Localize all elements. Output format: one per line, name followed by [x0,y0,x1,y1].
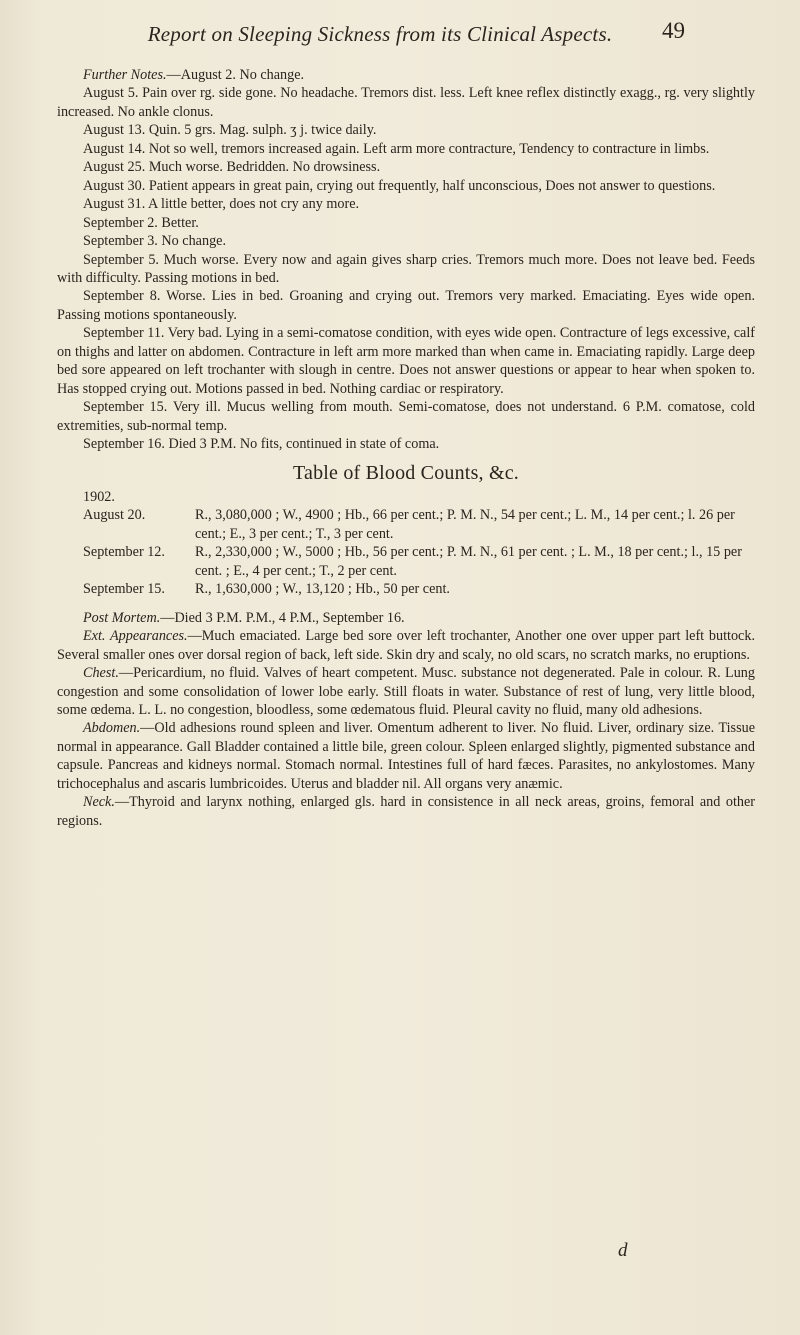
note-paragraph [57,84,755,121]
note-paragraph [57,287,755,324]
note-paragraph [57,232,755,250]
note-paragraph [57,158,755,176]
note-paragraph [57,140,755,158]
row-date: August 20. [83,507,146,524]
signature-mark: d [618,1240,628,1261]
body-text [57,66,755,830]
note-paragraph [57,435,755,453]
note-lead: Further Notes. [83,67,167,83]
pm-paragraph [57,627,755,664]
note-paragraph [57,251,755,288]
note-text: September 3. No change. [83,233,227,250]
table-row [57,506,755,543]
note-paragraph [57,195,755,213]
running-title: Report on Sleeping Sickness from its Clinical Aspects. [147,22,613,46]
row-values: R., 1,630,000 ; W., 13,120 ; Hb., 50 per cent. [195,581,450,598]
table-year: 1902. [83,488,115,505]
pm-text: —Much emaciated. Large bed sore over left trochanter, Another one over upper part left buttock. Several smaller ones over dorsal region of back, left side. Skin dry and scaly, no old scars, no scratch marks, no eruptions. [57,628,755,663]
note-text: August 30. Patient appears in great pain, crying out frequently, half unconscious, Does not answer to questions. [83,177,716,194]
note-paragraph [57,121,755,139]
row-values: R., 3,080,000 ; W., 4900 ; Hb., 66 per cent.; P. M. N., 54 per cent.; L. M., 14 per cent.; l. 26 per cent.; E., 3 per cent.; T., 3 per cent. [195,507,735,542]
note-text: August 31. A little better, does not cry any more. [83,196,360,213]
clinical-notes [57,66,755,454]
note-text: September 11. Very bad. Lying in a semi-comatose condition, with eyes wide open. Contracture of legs excessive, calf on thighs and latter on abdomen. Contracture in left arm more marked than when came in. Emaciating rapidly. Large deep bed sore appeared on left trochanter with slough in centre. Does not answer questions or appear to hear when spoken to. Has stopped crying out. Motions passed in bed. Nothing cardiac or respiratory. [57,325,755,397]
pm-lead: Neck. [83,794,115,811]
pm-lead: Abdomen. [83,720,141,737]
note-text: August 14. Not so well, tremors increased again. Left arm more contracture, Tendency to contracture in limbs. [83,140,710,157]
note-paragraph [57,324,755,398]
note-text: September 5. Much worse. Every now and again gives sharp cries. Tremors much more. Does not leave bed. Feeds with difficulty. Passing motions in bed. [57,251,755,286]
note-text: August 13. Quin. 5 grs. Mag. sulph. ʒ j. twice daily. [83,122,377,139]
table-row [57,580,755,598]
pm-paragraph [57,664,755,719]
pm-paragraph [57,793,755,830]
row-date: September 12. [83,544,165,561]
note-text: August 5. Pain over rg. side gone. No headache. Tremors dist. less. Left knee reflex distinctly exagg., rg. very slightly increased. No ankle clonus. [57,85,755,120]
note-text: September 8. Worse. Lies in bed. Groaning and crying out. Tremors very marked. Emaciating. Eyes wide open. Passing motions spontaneously. [57,288,755,323]
pm-lead: Chest. [83,665,119,682]
pm-lead: Ext. Appearances. [83,628,188,645]
note-paragraph [57,398,755,435]
pm-paragraph [57,609,755,627]
pm-text: —Old adhesions round spleen and liver. Omentum adherent to liver. No fluid. Liver, ordinary size. Tissue normal in appearance. Gall Bladder contained a little bile, green colour. Spleen enlarged slightly, pigmented substance and capsule. Pancreas and kidneys normal. Stomach normal. Intestines full of hard fæces. Parasites, no ankylostomes. Many trichocephalus and ascaris lumbricoides. Uterus and bladder nil. All organs very anæmic. [57,720,755,792]
pm-lead: Post Mortem. [83,609,161,626]
note-text: August 25. Much worse. Bedridden. No drowsiness. [83,159,381,176]
table-title: Table of Blood Counts, &c. [292,461,519,484]
row-values: R., 2,330,000 ; W., 5000 ; Hb., 56 per cent.; P. M. N., 61 per cent. ; L. M., 18 per cent.; l., 15 per cent. ; E., 4 per cent.; T., 2 per cent. [195,544,742,579]
blood-count-table [57,488,755,599]
page-number: 49 [662,18,685,43]
table-row [57,543,755,580]
note-text: September 16. Died 3 P.M. No fits, continued in state of coma. [83,436,440,453]
post-mortem-section [57,609,755,830]
pm-text: —Thyroid and larynx nothing, enlarged gls. hard in consistence in all neck areas, groins, femoral and other regions. [57,794,755,829]
note-paragraph [57,214,755,232]
pm-paragraph [57,719,755,793]
note-text: —August 2. No change. [166,67,305,83]
note-paragraph [57,66,755,84]
pm-text: —Died 3 P.M. P.M., 4 P.M., September 16. [160,609,405,626]
note-text: September 2. Better. [83,214,199,231]
note-paragraph [57,177,755,195]
note-text: September 15. Very ill. Mucus welling from mouth. Semi-comatose, does not understand. 6 P.M. comatose, cold extremities, sub-normal temp. [57,399,755,434]
pm-text: —Pericardium, no fluid. Valves of heart competent. Musc. substance not degenerated. Pale in colour. R. Lung congestion and some consolidation of lower lobe early. Still floats in water. Substance of rest of lung, very little blood, some œdema. L. L. no congestion, bloodless, some œdematous fluid. Pleural cavity no fluid, many old adhesions. [57,665,755,718]
row-date: September 15. [83,581,165,598]
